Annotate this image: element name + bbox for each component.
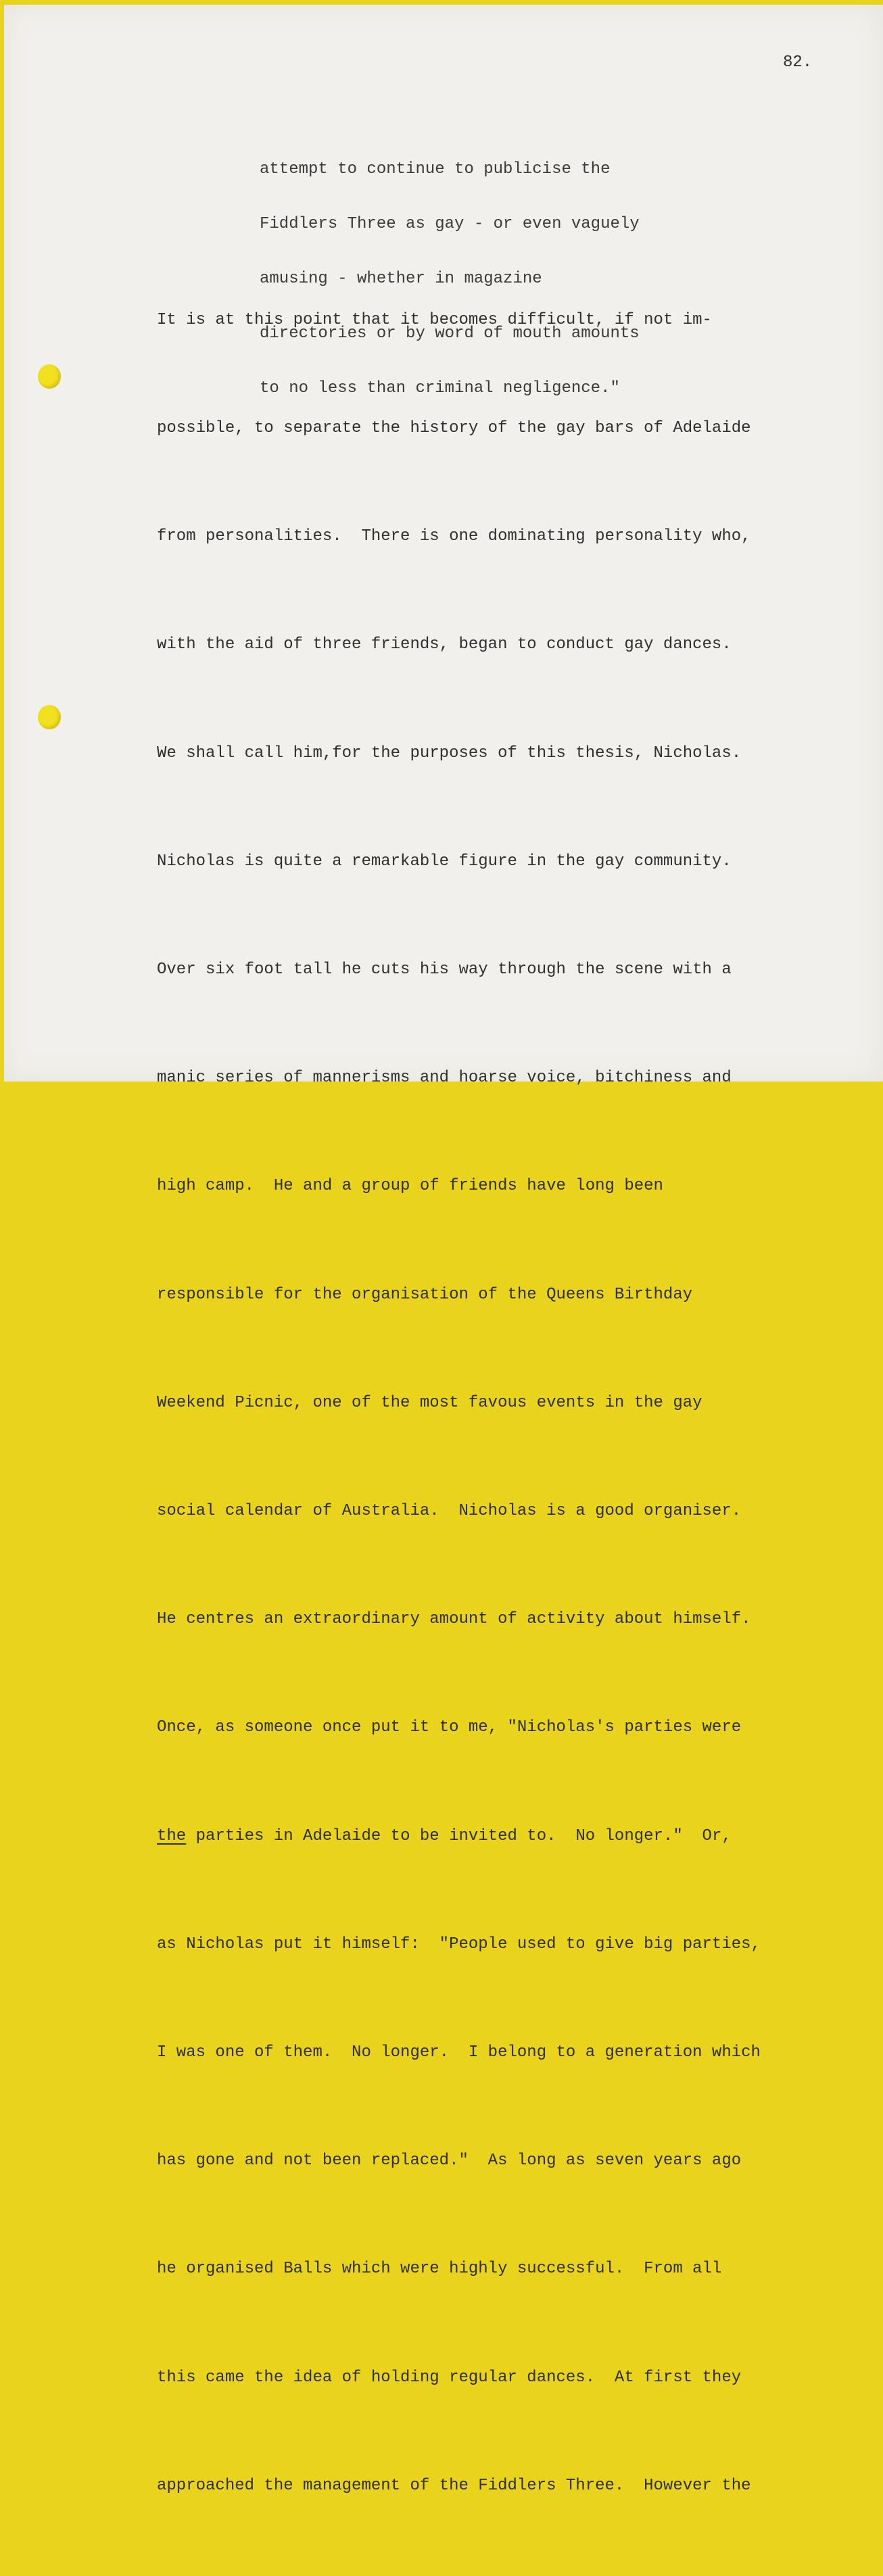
text-line: he organised Balls which were highly successful. From all — [157, 2260, 722, 2279]
quote-line: directories or by word of mouth amounts — [260, 324, 640, 343]
text-line: responsible for the organisation of the Queens Birthday — [157, 1285, 693, 1304]
punch-hole — [38, 705, 61, 729]
document-page — [4, 5, 883, 2495]
text-line: with the aid of three friends, began to conduct gay dances. — [157, 635, 732, 654]
text-line: high camp. He and a group of friends have long been — [157, 1177, 663, 1196]
quote-line: amusing - whether in magazine — [260, 270, 542, 288]
text-line: approached the management of the Fiddlers Three. However the — [157, 2476, 751, 2495]
text-line: Over six foot tall he cuts his way through the scene with a — [157, 961, 732, 979]
text-line: I was one of them. No longer. I belong to a generation which — [157, 2043, 761, 2062]
text-line: from personalities. There is one dominating personality who, — [157, 527, 751, 546]
text-line: manic series of mannerisms and hoarse voice, bitchiness and — [157, 1069, 732, 1088]
page-number: 82. — [783, 53, 813, 72]
quote-line: to no less than criminal negligence." — [260, 379, 620, 397]
text-line: We shall call him,for the purposes of this thesis, Nicholas. — [157, 744, 742, 762]
text-line-rest: parties in Adelaide to be invited to. No longer." Or, — [186, 1826, 732, 1845]
underlined-word: the — [157, 1826, 187, 1845]
text-line: Weekend Picnic, one of the most favous events in the gay — [157, 1393, 702, 1412]
text-line: as Nicholas put it himself: "People used to give big parties, — [157, 1935, 761, 1953]
body-paragraph — [157, 230, 761, 2576]
text-line: Once, as someone once put it to me, "Nicholas's parties were — [157, 1718, 742, 1737]
text-line: possible, to separate the history of the gay bars of Adelaide — [157, 419, 751, 438]
text-line: Nicholas is quite a remarkable figure in the gay community. — [157, 852, 732, 871]
quote-line: Fiddlers Three as gay - or even vaguely — [260, 215, 640, 233]
text-line: He centres an extraordinary amount of activity about himself. — [157, 1610, 751, 1629]
quote-line: attempt to continue to publicise the — [260, 160, 611, 178]
text-line — [157, 1818, 761, 1854]
text-line: It is at this point that it becomes difficult, if not im- — [157, 310, 712, 329]
punch-hole — [38, 364, 61, 389]
text-line: has gone and not been replaced." As long as seven years ago — [157, 2152, 742, 2170]
text-line: this came the idea of holding regular dances. At first they — [157, 2368, 742, 2387]
text-line: social calendar of Australia. Nicholas is a good organiser. — [157, 1502, 742, 1521]
